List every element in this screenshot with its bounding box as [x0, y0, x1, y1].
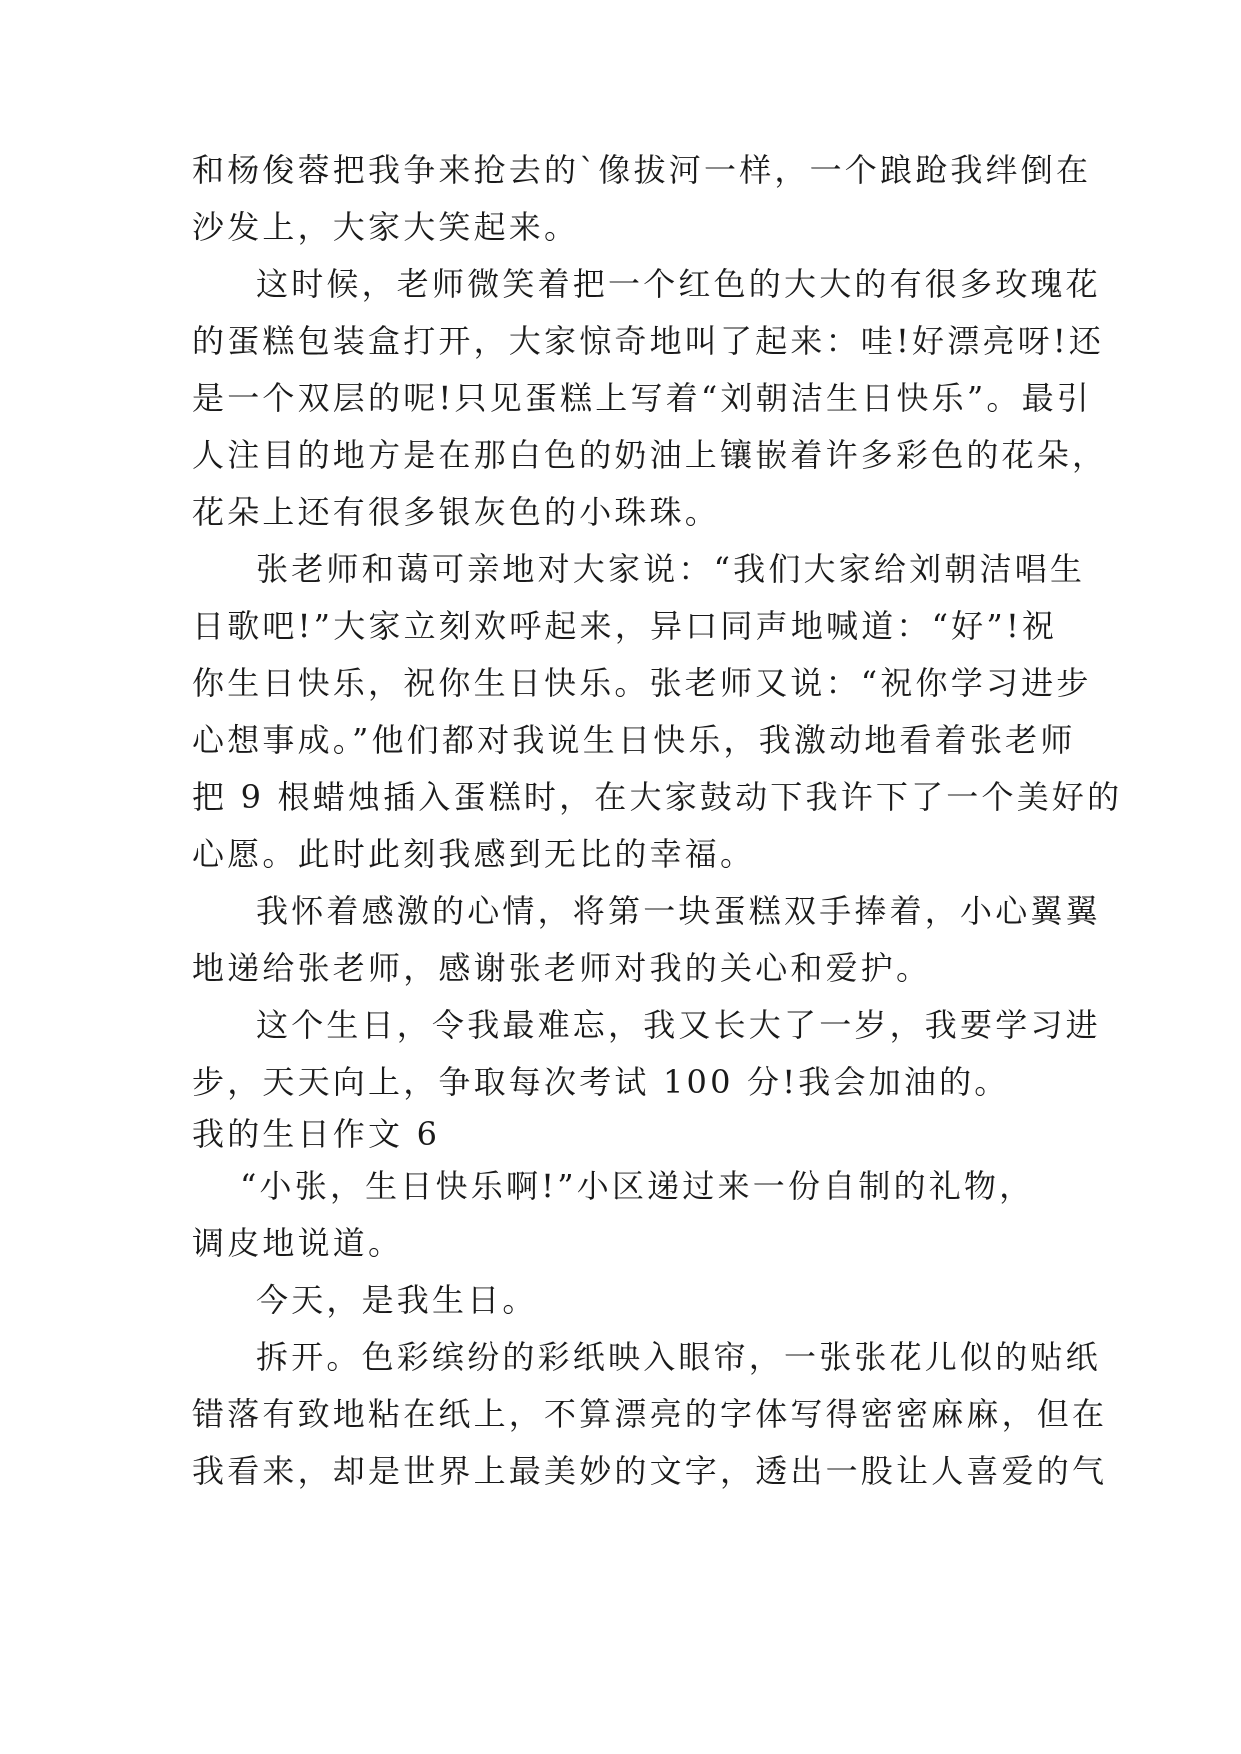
text-line: 你生日快乐，祝你生日快乐。张老师又说：“祝你学习进步 [192, 664, 1092, 702]
text-line: 的蛋糕包装盒打开，大家惊奇地叫了起来：哇!好漂亮呀!还 [192, 322, 1105, 360]
text-line: 我看来，却是世界上最美妙的文字，透出一股让人喜爱的气 [192, 1452, 1108, 1490]
section-heading: 我的生日作文 6 [192, 1115, 441, 1153]
text-line: 步，天天向上，争取每次考试 100 分!我会加油的。 [192, 1063, 1010, 1101]
paragraph-start-line: 这个生日，令我最难忘，我又长大了一岁，我要学习进 [256, 1006, 1101, 1044]
text-line: 地递给张老师，感谢张老师对我的关心和爱护。 [192, 949, 932, 987]
paragraph-start-line: 这时候，老师微笑着把一个红色的大大的有很多玫瑰花 [256, 265, 1101, 303]
text-line: 把 9 根蜡烛插入蛋糕时，在大家鼓动下我许下了一个美好的 [192, 778, 1123, 816]
text-line: 和杨俊蓉把我争来抢去的`像拔河一样，一个踉跄我绊倒在 [192, 151, 1092, 189]
text-line: 错落有致地粘在纸上，不算漂亮的字体写得密密麻麻，但在 [192, 1395, 1108, 1433]
text-line: 心愿。此时此刻我感到无比的幸福。 [192, 835, 756, 873]
paragraph-start-line: 我怀着感激的心情，将第一块蛋糕双手捧着，小心翼翼 [256, 892, 1101, 930]
text-line: 沙发上，大家大笑起来。 [192, 208, 580, 246]
paragraph-start-line: “小张，生日快乐啊!”小区递过来一份自制的礼物， [240, 1167, 1035, 1205]
text-line: 是一个双层的呢!只见蛋糕上写着“刘朝洁生日快乐”。最引 [192, 379, 1092, 417]
text-line: 人注目的地方是在那白色的奶油上镶嵌着许多彩色的花朵， [192, 436, 1108, 474]
text-line: 心想事成。”他们都对我说生日快乐，我激动地看着张老师 [192, 721, 1076, 759]
text-line: 花朵上还有很多银灰色的小珠珠。 [192, 493, 721, 531]
paragraph-start-line: 拆开。色彩缤纷的彩纸映入眼帘，一张张花儿似的贴纸 [256, 1338, 1101, 1376]
text-line: 日歌吧!”大家立刻欢呼起来，异口同声地喊道：“好”!祝 [192, 607, 1058, 645]
paragraph-start-line: 今天，是我生日。 [256, 1281, 538, 1319]
paragraph-start-line: 张老师和蔼可亲地对大家说：“我们大家给刘朝洁唱生 [256, 550, 1086, 588]
text-line: 调皮地说道。 [192, 1224, 404, 1262]
